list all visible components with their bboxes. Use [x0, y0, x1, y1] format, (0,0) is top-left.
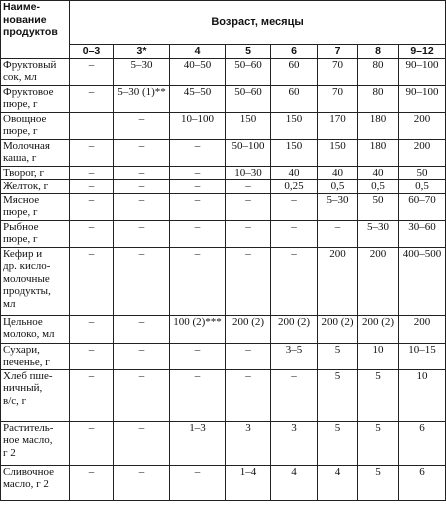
- value-cell: 200: [358, 247, 399, 315]
- table-row: [1, 139, 446, 166]
- value-cell: 5: [358, 421, 399, 465]
- table-row: [1, 343, 446, 369]
- product-name-cell: [1, 193, 70, 220]
- value-cell: 3: [271, 421, 318, 465]
- value-cell: 45–50: [170, 85, 226, 112]
- value-cell: 4: [318, 465, 358, 500]
- value-cell: 6: [399, 421, 446, 465]
- value-cell: 10–15: [399, 343, 446, 369]
- product-name-line: пюре, г: [3, 233, 38, 245]
- month-header: 4: [170, 45, 226, 59]
- value-cell: –: [226, 180, 271, 194]
- value-cell: –: [114, 166, 170, 180]
- value-cell: 10–30: [226, 166, 271, 180]
- value-cell: 10: [399, 369, 446, 421]
- value-cell: –: [70, 166, 114, 180]
- value-cell: 50: [399, 166, 446, 180]
- month-header: 3*: [114, 45, 170, 59]
- product-name-cell: [1, 85, 70, 112]
- value-cell: 80: [358, 85, 399, 112]
- product-name-cell: [1, 315, 70, 343]
- value-cell: –: [70, 465, 114, 500]
- value-cell: –: [170, 180, 226, 194]
- value-cell: 150: [318, 139, 358, 166]
- value-cell: –: [70, 85, 114, 112]
- header-line: нование: [3, 13, 47, 26]
- product-name-line: Овощное: [3, 112, 47, 125]
- value-cell: 90–100: [399, 58, 446, 85]
- product-name-cell: [1, 180, 70, 194]
- product-name-cell: [1, 139, 70, 166]
- table-row: [1, 220, 446, 247]
- product-name-line: Желток, г: [3, 180, 49, 192]
- product-name-line: ничный,: [3, 382, 43, 394]
- value-cell: 30–60: [399, 220, 446, 247]
- value-cell: 4: [271, 465, 318, 500]
- value-cell: –: [114, 193, 170, 220]
- value-cell: –: [226, 369, 271, 421]
- product-name-cell: [1, 220, 70, 247]
- table-row: [1, 180, 446, 194]
- value-cell: –: [114, 139, 170, 166]
- value-cell: –: [114, 315, 170, 343]
- value-cell: –: [70, 315, 114, 343]
- value-cell: 400–500: [399, 247, 446, 315]
- month-header: 9–12: [399, 45, 446, 59]
- value-cell: –: [70, 139, 114, 166]
- table-row: [1, 421, 446, 465]
- value-cell: –: [70, 247, 114, 315]
- value-cell: –: [170, 193, 226, 220]
- value-cell: 200 (2): [226, 315, 271, 343]
- value-cell: 50–100: [226, 139, 271, 166]
- value-cell: –: [170, 247, 226, 315]
- table-body: [1, 58, 446, 500]
- age-header: Возраст, месяцы: [70, 1, 446, 45]
- value-cell: 70: [318, 58, 358, 85]
- value-cell: –: [70, 180, 114, 194]
- value-cell: –: [114, 112, 170, 139]
- value-cell: 200: [399, 139, 446, 166]
- value-cell: –: [170, 465, 226, 500]
- value-cell: 200: [399, 112, 446, 139]
- value-cell: –: [70, 369, 114, 421]
- value-cell: 3: [226, 421, 271, 465]
- table-row: [1, 193, 446, 220]
- value-cell: –: [226, 193, 271, 220]
- value-cell: 200 (2): [271, 315, 318, 343]
- month-header: 6: [271, 45, 318, 59]
- value-cell: 180: [358, 139, 399, 166]
- product-name-line: Кефир и: [3, 247, 43, 260]
- value-cell: 40: [358, 166, 399, 180]
- value-cell: 5–30: [318, 193, 358, 220]
- value-cell: 5–30: [358, 220, 399, 247]
- value-cell: 40–50: [170, 58, 226, 85]
- product-name-cell: [1, 166, 70, 180]
- value-cell: 1–3: [170, 421, 226, 465]
- product-name-cell: [1, 369, 70, 421]
- product-name-line: сок, мл: [3, 71, 37, 83]
- value-cell: –: [70, 343, 114, 369]
- header-line: продуктов: [3, 26, 58, 38]
- value-cell: 50: [358, 193, 399, 220]
- product-name-line: Рыбное: [3, 220, 39, 233]
- product-name-cell: [1, 421, 70, 465]
- product-name-line: Цельное: [3, 315, 43, 328]
- value-cell: –: [318, 220, 358, 247]
- value-cell: –: [114, 343, 170, 369]
- product-name-line: молоко, мл: [3, 328, 55, 340]
- product-name-line: Молочная: [3, 139, 50, 152]
- value-cell: –: [114, 247, 170, 315]
- value-cell: –: [226, 247, 271, 315]
- product-name-line: пюре, г: [3, 125, 38, 137]
- value-cell: 70: [318, 85, 358, 112]
- value-cell: 170: [318, 112, 358, 139]
- header-row: [1, 1, 446, 45]
- value-cell: –: [70, 58, 114, 85]
- table-row: [1, 247, 446, 315]
- value-cell: 10: [358, 343, 399, 369]
- value-cell: –: [170, 166, 226, 180]
- value-cell: 150: [271, 139, 318, 166]
- value-cell: –: [170, 220, 226, 247]
- value-cell: 5: [358, 369, 399, 421]
- value-cell: 150: [226, 112, 271, 139]
- value-cell: 40: [271, 166, 318, 180]
- value-cell: 60–70: [399, 193, 446, 220]
- value-cell: 200 (2): [318, 315, 358, 343]
- product-name-line: г 2: [3, 446, 16, 459]
- value-cell: 0,5: [318, 180, 358, 194]
- product-name-line: продукты,: [3, 285, 51, 297]
- value-cell: 90–100: [399, 85, 446, 112]
- value-cell: 60: [271, 85, 318, 112]
- value-cell: [70, 112, 114, 139]
- value-cell: 5–30 (1)**: [114, 85, 170, 112]
- value-cell: –: [114, 220, 170, 247]
- product-name-line: масло, г 2: [3, 478, 49, 490]
- value-cell: 180: [358, 112, 399, 139]
- value-cell: 0,5: [358, 180, 399, 194]
- product-name-line: Хлеб пше-: [3, 369, 53, 382]
- value-cell: 40: [318, 166, 358, 180]
- month-header: 7: [318, 45, 358, 59]
- value-cell: 5–30: [114, 58, 170, 85]
- value-cell: 0,25: [271, 180, 318, 194]
- value-cell: –: [70, 220, 114, 247]
- value-cell: –: [114, 369, 170, 421]
- product-name-line: в/с, г: [3, 394, 27, 407]
- value-cell: 5: [358, 465, 399, 500]
- product-name-line: Сливочное: [3, 465, 54, 478]
- product-name-line: каша, г: [3, 152, 37, 164]
- value-cell: 60: [271, 58, 318, 85]
- value-cell: –: [226, 220, 271, 247]
- value-cell: 3–5: [271, 343, 318, 369]
- product-name-cell: [1, 112, 70, 139]
- value-cell: –: [114, 465, 170, 500]
- value-cell: 200 (2): [358, 315, 399, 343]
- value-cell: –: [170, 139, 226, 166]
- value-cell: –: [70, 421, 114, 465]
- value-cell: –: [226, 343, 271, 369]
- product-name-cell: [1, 343, 70, 369]
- table-row: [1, 85, 446, 112]
- value-cell: 50–60: [226, 58, 271, 85]
- month-header: 5: [226, 45, 271, 59]
- value-cell: –: [271, 220, 318, 247]
- value-cell: 150: [271, 112, 318, 139]
- product-name-line: Творог, г: [3, 166, 45, 179]
- value-cell: –: [170, 369, 226, 421]
- product-name-cell: [1, 247, 70, 315]
- value-cell: 1–4: [226, 465, 271, 500]
- table-row: [1, 315, 446, 343]
- product-name-line: Фруктовое: [3, 85, 54, 98]
- product-name-line: ное масло,: [3, 434, 53, 446]
- value-cell: 80: [358, 58, 399, 85]
- value-cell: –: [271, 369, 318, 421]
- product-name-line: молочные: [3, 272, 50, 285]
- table-row: [1, 369, 446, 421]
- value-cell: 200: [399, 315, 446, 343]
- value-cell: 200: [318, 247, 358, 315]
- value-cell: –: [170, 343, 226, 369]
- value-cell: 5: [318, 369, 358, 421]
- product-name-header: [1, 1, 70, 59]
- product-name-cell: [1, 58, 70, 85]
- value-cell: –: [271, 247, 318, 315]
- value-cell: –: [271, 193, 318, 220]
- product-name-cell: [1, 465, 70, 500]
- value-cell: 5: [318, 343, 358, 369]
- value-cell: 0,5: [399, 180, 446, 194]
- product-name-line: Мясное: [3, 193, 40, 206]
- value-cell: 6: [399, 465, 446, 500]
- table-row: [1, 58, 446, 85]
- month-header: 8: [358, 45, 399, 59]
- product-name-line: пюре, г: [3, 206, 38, 218]
- value-cell: 50–60: [226, 85, 271, 112]
- value-cell: 10–100: [170, 112, 226, 139]
- product-name-line: Сухари,: [3, 343, 40, 356]
- table-row: [1, 465, 446, 500]
- value-cell: –: [70, 193, 114, 220]
- month-header: 0–3: [70, 45, 114, 59]
- product-name-line: Фруктовый: [3, 58, 57, 71]
- product-name-line: Раститель-: [3, 421, 54, 434]
- value-cell: 100 (2)***: [170, 315, 226, 343]
- value-cell: –: [114, 180, 170, 194]
- product-name-line: мл: [3, 297, 16, 310]
- product-name-line: др. кисло-: [3, 260, 51, 272]
- value-cell: –: [114, 421, 170, 465]
- table-row: [1, 166, 446, 180]
- table-row: [1, 112, 446, 139]
- header-line: Наиме-: [3, 1, 40, 13]
- value-cell: 5: [318, 421, 358, 465]
- product-name-line: пюре, г: [3, 98, 38, 110]
- product-name-line: печенье, г: [3, 356, 50, 368]
